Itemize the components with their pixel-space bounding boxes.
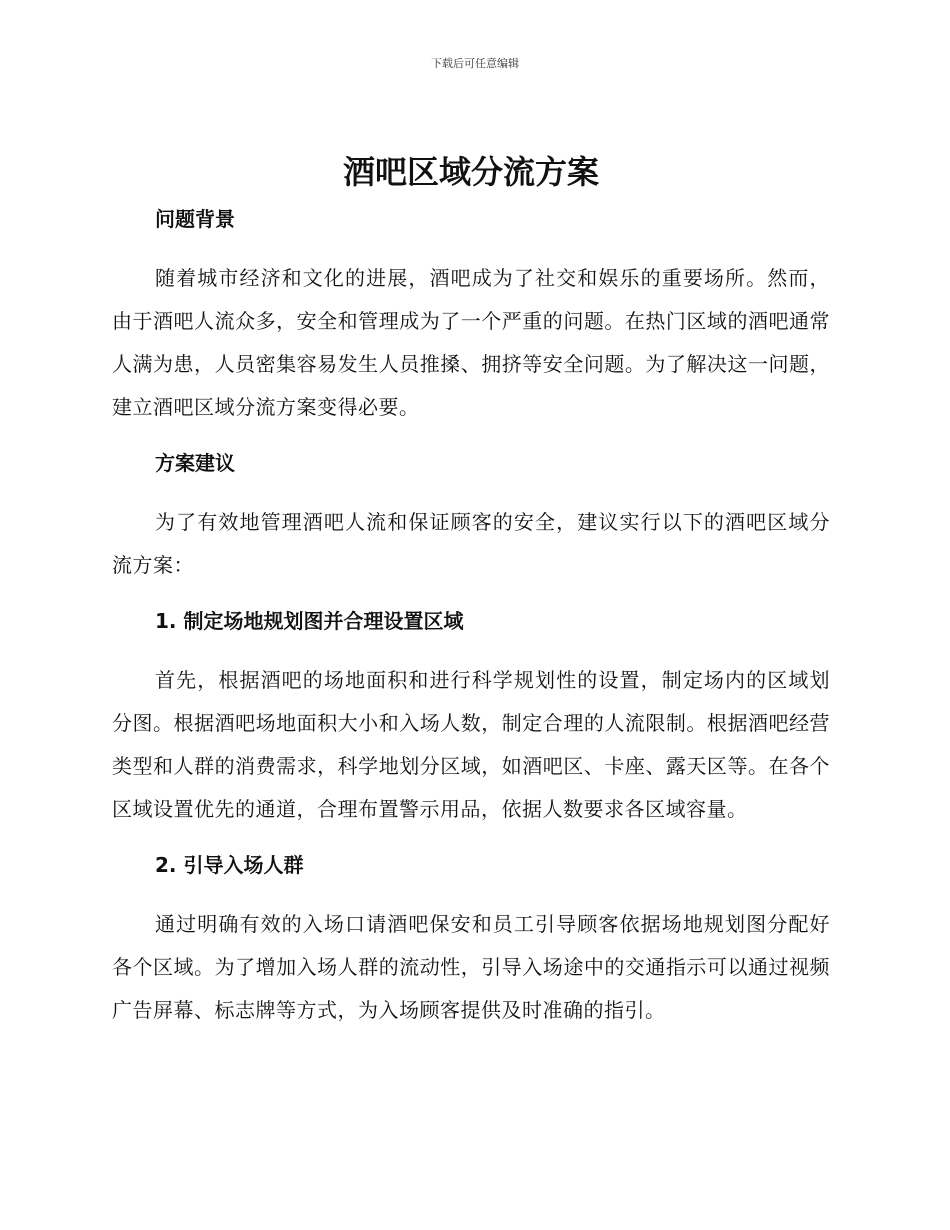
section-paragraph-proposal: 为了有效地管理酒吧人流和保证顾客的安全，建议实行以下的酒吧区域分流方案： <box>112 510 830 577</box>
document-body <box>112 150 830 1032</box>
document-title: 酒吧区域分流方案 <box>342 153 599 191</box>
section-heading-guide-entry: 2. 引导入场人群 <box>155 853 304 877</box>
section-paragraph-site-plan: 首先，根据酒吧的场地面积和进行科学规划性的设置，制定场内的区域划分图。根据酒吧场地面积大小和入场人数，制定合理的人流限制。根据酒吧经营类型和人群的消费需求，科学地划分区域，如酒吧区、卡座、露天区等。在各个区域设置优先的通道，合理布置警示用品，依据人数要求各区域容量。 <box>112 668 830 821</box>
section-paragraph-guide-entry: 通过明确有效的入场口请酒吧保安和员工引导顾客依据场地规划图分配好各个区域。为了增加入场人群的流动性，引导入场途中的交通指示可以通过视频广告屏幕、标志牌等方式，为入场顾客提供及时准确的指引。 <box>112 912 830 1022</box>
section-paragraph-background: 随着城市经济和文化的进展，酒吧成为了社交和娱乐的重要场所。然而，由于酒吧人流众多，安全和管理成为了一个严重的问题。在热门区域的酒吧通常人满为患，人员密集容易发生人员推搡、拥挤等安全问题。为了解决这一问题，建立酒吧区域分流方案变得必要。 <box>112 266 830 419</box>
section-heading-background: 问题背景 <box>155 207 235 231</box>
section-heading-proposal: 方案建议 <box>155 451 235 475</box>
section-heading-site-plan: 1. 制定场地规划图并合理设置区域 <box>155 609 464 633</box>
page-header-note: 下载后可任意编辑 <box>431 57 519 70</box>
